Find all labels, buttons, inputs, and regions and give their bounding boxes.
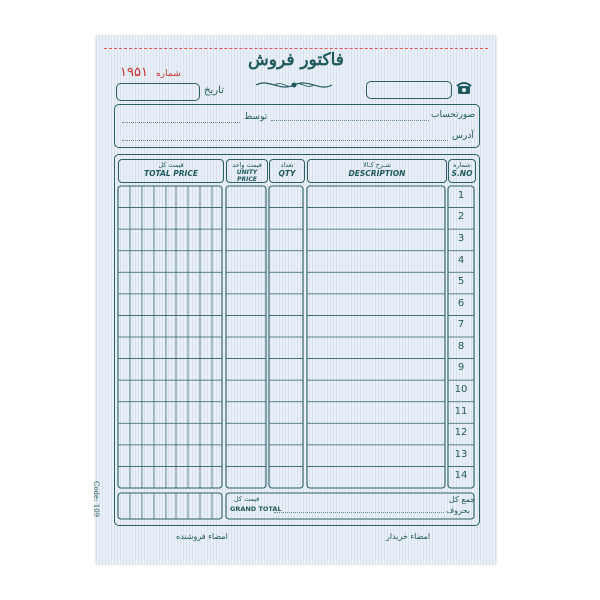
row-number: 11 xyxy=(454,405,468,417)
serial-label: شماره xyxy=(156,69,181,79)
grand-total-line[interactable] xyxy=(274,512,444,513)
header-total-price-fa: قیمت کل xyxy=(158,161,184,169)
table-grid xyxy=(96,36,496,564)
invoice-title: فاکتور فروش xyxy=(248,50,344,70)
header-total-price-en: TOTAL PRICE xyxy=(144,169,198,178)
buyer-signature: امضاء خریدار xyxy=(386,532,431,541)
row-number: 12 xyxy=(454,427,468,439)
header-unit-price-fa: قیمت واحد xyxy=(232,161,262,169)
grand-total-en: GRAND TOTAL xyxy=(230,505,282,513)
header-sno-en: S.NO xyxy=(451,169,473,178)
row-number: 8 xyxy=(457,340,465,352)
address-label: آدرس xyxy=(452,131,474,141)
row-number: 2 xyxy=(457,211,465,223)
row-number: 9 xyxy=(457,362,465,374)
seller-signature: امضاء فروشنده xyxy=(176,532,228,541)
code-label: Code: 109 xyxy=(92,481,100,518)
bill-to-label: صورتحساب xyxy=(431,110,476,120)
row-number: 1 xyxy=(457,189,465,201)
row-number: 10 xyxy=(454,383,468,395)
row-number: 13 xyxy=(454,448,468,460)
date-label: تاریخ xyxy=(204,85,224,96)
row-number: 14 xyxy=(454,470,468,482)
grand-total-fa: قیمت کل xyxy=(234,495,260,503)
header-qty-en: QTY xyxy=(278,169,296,178)
header-unit-price-en: UNITY PRICE xyxy=(236,169,258,183)
row-number: 3 xyxy=(457,232,465,244)
header-sno-fa: شماره xyxy=(453,161,471,169)
row-number: 4 xyxy=(457,254,465,266)
header-qty-fa: تعداد xyxy=(280,161,294,169)
invoice-sheet xyxy=(92,36,496,564)
row-number: 7 xyxy=(457,319,465,331)
row-number: 5 xyxy=(457,276,465,288)
header-description-en: DESCRIPTION xyxy=(348,169,406,178)
in-words-label: بحروف xyxy=(446,506,470,515)
serial-value: ۱۹۵۱ xyxy=(120,65,148,80)
sum-label: جمع کل xyxy=(449,495,476,504)
header-description-fa: شـرح کـالا xyxy=(363,161,391,169)
row-number: 6 xyxy=(457,297,465,309)
by-label: توسط xyxy=(244,112,268,122)
